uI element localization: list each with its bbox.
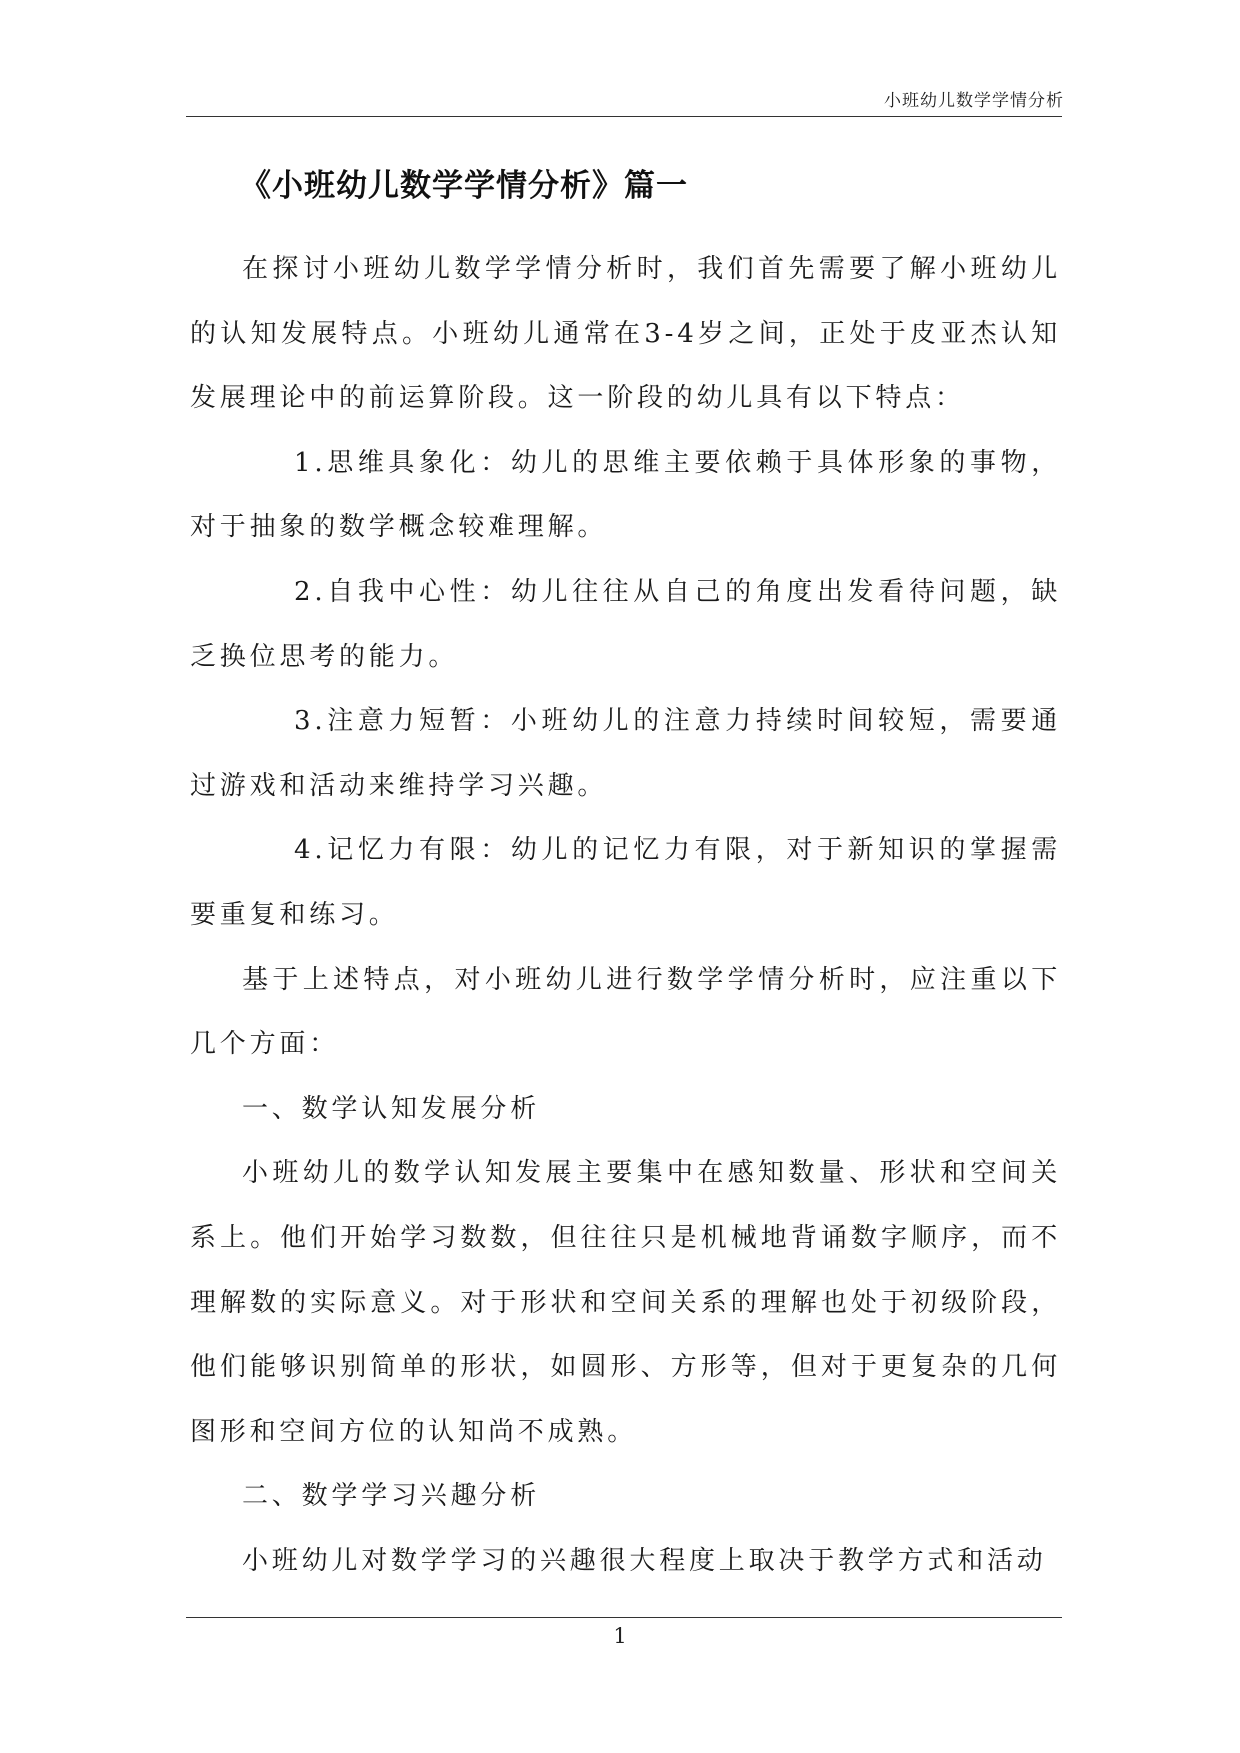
cognition-paragraph: 小班幼儿的数学认知发展主要集中在感知数量、形状和空间关系上。他们开始学习数数，但往往只是机械地背诵数字顺序，而不理解数的实际意义。对于形状和空间关系的理解也处于初级阶段，他们能够识别简单的形状，如圆形、方形等，但对于更复杂的几何图形和空间方位的认知尚不成熟。 [190,1158,1061,1447]
section-heading-cognition: 一、数学认知发展分析 [242,1093,541,1124]
section-heading-interest: 二、数学学习兴趣分析 [242,1481,541,1512]
intro-paragraph: 在探讨小班幼儿数学学情分析时，我们首先需要了解小班幼儿的认知发展特点。小班幼儿通常在3-4岁之间，正处于皮亚杰认知发展理论中的前运算阶段。这一阶段的幼儿具有以下特点： [190,254,1061,414]
document-title: 《小班幼儿数学学情分析》篇一 [240,168,688,204]
list-item-memory: 4.记忆力有限：幼儿的记忆力有限，对于新知识的掌握需要重复和练习。 [190,835,1061,930]
page-number: 1 [613,1624,627,1648]
list-item-attention: 3.注意力短暂：小班幼儿的注意力持续时间较短，需要通过游戏和活动来维持学习兴趣。 [190,706,1061,801]
list-item-egocentrism: 2.自我中心性：幼儿往往从自己的角度出发看待问题，缺乏换位思考的能力。 [190,576,1061,672]
list-item-thinking: 1.思维具象化：幼儿的思维主要依赖于具体形象的事物，对于抽象的数学概念较难理解。 [190,447,1061,543]
running-header: 小班幼儿数学学情分析 [884,91,1064,111]
transition-paragraph: 基于上述特点，对小班幼儿进行数学学情分析时，应注重以下几个方面： [190,964,1061,1060]
document-body [190,237,1061,1593]
footer-divider [186,1617,1062,1618]
interest-paragraph: 小班幼儿对数学学习的兴趣很大程度上取决于教学方式和活动 [242,1545,1047,1576]
header-divider [186,116,1062,117]
